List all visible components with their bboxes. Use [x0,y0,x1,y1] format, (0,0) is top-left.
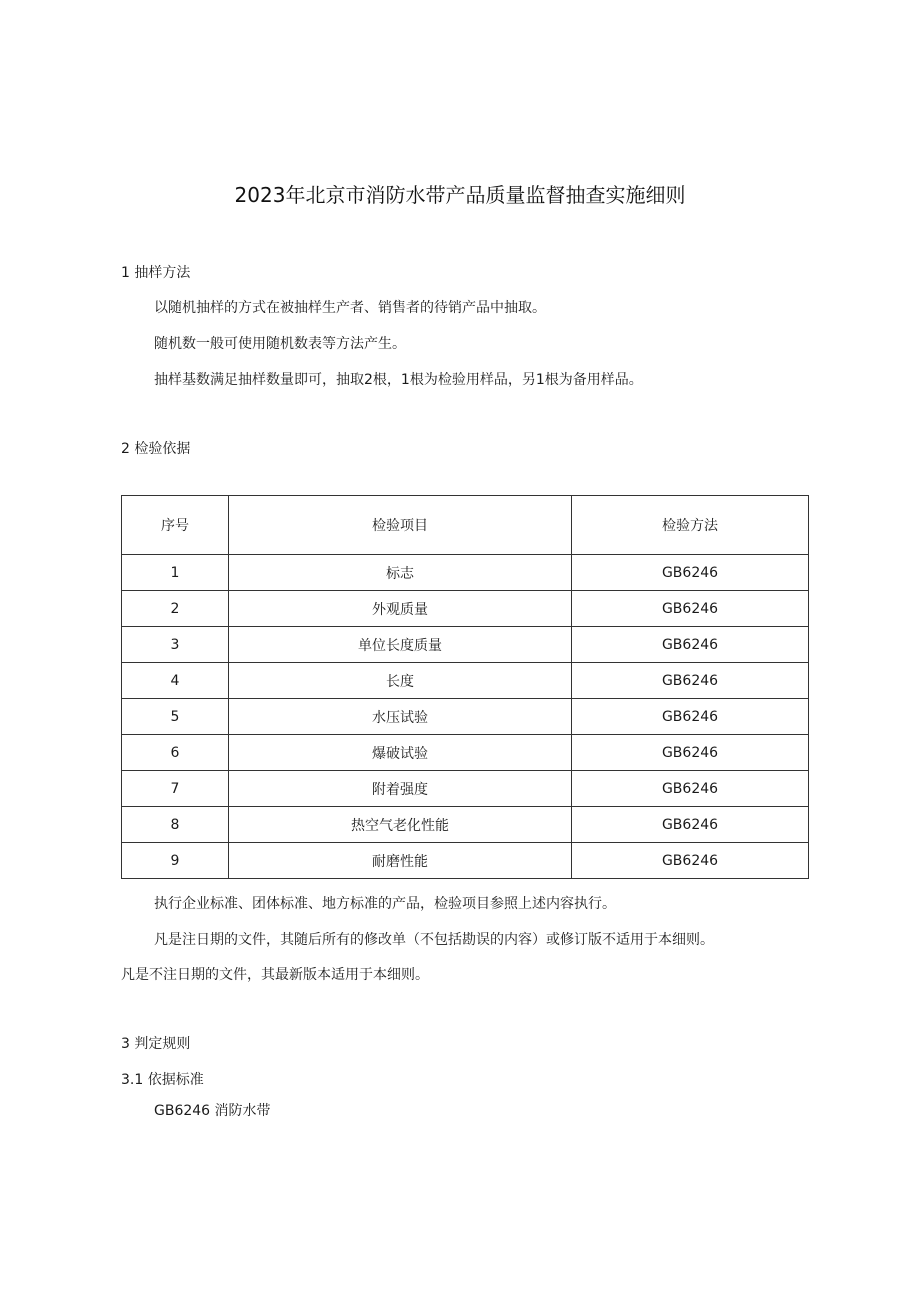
row-item: 爆破试验 [229,735,572,771]
header-item: 检验项目 [229,496,572,555]
row-seq: 4 [122,663,229,699]
section-2-heading: 2 检验依据 [121,441,191,457]
table-row [122,591,809,627]
row-item: 附着强度 [229,771,572,807]
row-seq: 7 [122,771,229,807]
section-1-paragraph: 以随机抽样的方式在被抽样生产者、销售者的待销产品中抽取。 [154,300,546,316]
row-seq: 3 [122,627,229,663]
section-2-note: 执行企业标准、团体标准、地方标准的产品，检验项目参照上述内容执行。 [154,896,616,912]
table-row [122,699,809,735]
table-row [122,555,809,591]
row-item: 热空气老化性能 [229,807,572,843]
row-seq: 9 [122,843,229,879]
section-1-paragraph: 抽样基数满足抽样数量即可，抽取2根，1根为检验用样品，另1根为备用样品。 [154,372,643,388]
row-item: 长度 [229,663,572,699]
row-method: GB6246 [572,735,809,771]
row-method: GB6246 [572,771,809,807]
header-seq: 序号 [122,496,229,555]
row-method: GB6246 [572,627,809,663]
row-method: GB6246 [572,555,809,591]
section-3-heading: 3 判定规则 [121,1036,191,1052]
table-row [122,843,809,879]
row-item: 标志 [229,555,572,591]
row-method: GB6246 [572,591,809,627]
row-item: 外观质量 [229,591,572,627]
section-2-note: 凡是注日期的文件，其随后所有的修改单（不包括勘误的内容）或修订版不适用于本细则。 [154,932,714,948]
row-seq: 1 [122,555,229,591]
section-1-heading: 1 抽样方法 [121,265,191,281]
row-method: GB6246 [572,699,809,735]
section-2-note: 凡是不注日期的文件，其最新版本适用于本细则。 [121,967,429,983]
row-seq: 8 [122,807,229,843]
row-seq: 2 [122,591,229,627]
row-method: GB6246 [572,843,809,879]
table-row [122,735,809,771]
document-title: 2023年北京市消防水带产品质量监督抽查实施细则 [234,183,686,207]
standard-reference: GB6246 消防水带 [154,1103,271,1119]
row-method: GB6246 [572,807,809,843]
section-1-paragraph: 随机数一般可使用随机数表等方法产生。 [154,336,406,352]
row-method: GB6246 [572,663,809,699]
table-row [122,663,809,699]
row-seq: 6 [122,735,229,771]
row-item: 水压试验 [229,699,572,735]
row-item: 耐磨性能 [229,843,572,879]
inspection-items-table [121,495,809,879]
table-row [122,807,809,843]
table-row [122,627,809,663]
row-item: 单位长度质量 [229,627,572,663]
header-method: 检验方法 [572,496,809,555]
table-row [122,771,809,807]
table-header-row [122,496,809,555]
section-3-1-heading: 3.1 依据标准 [121,1072,204,1088]
row-seq: 5 [122,699,229,735]
